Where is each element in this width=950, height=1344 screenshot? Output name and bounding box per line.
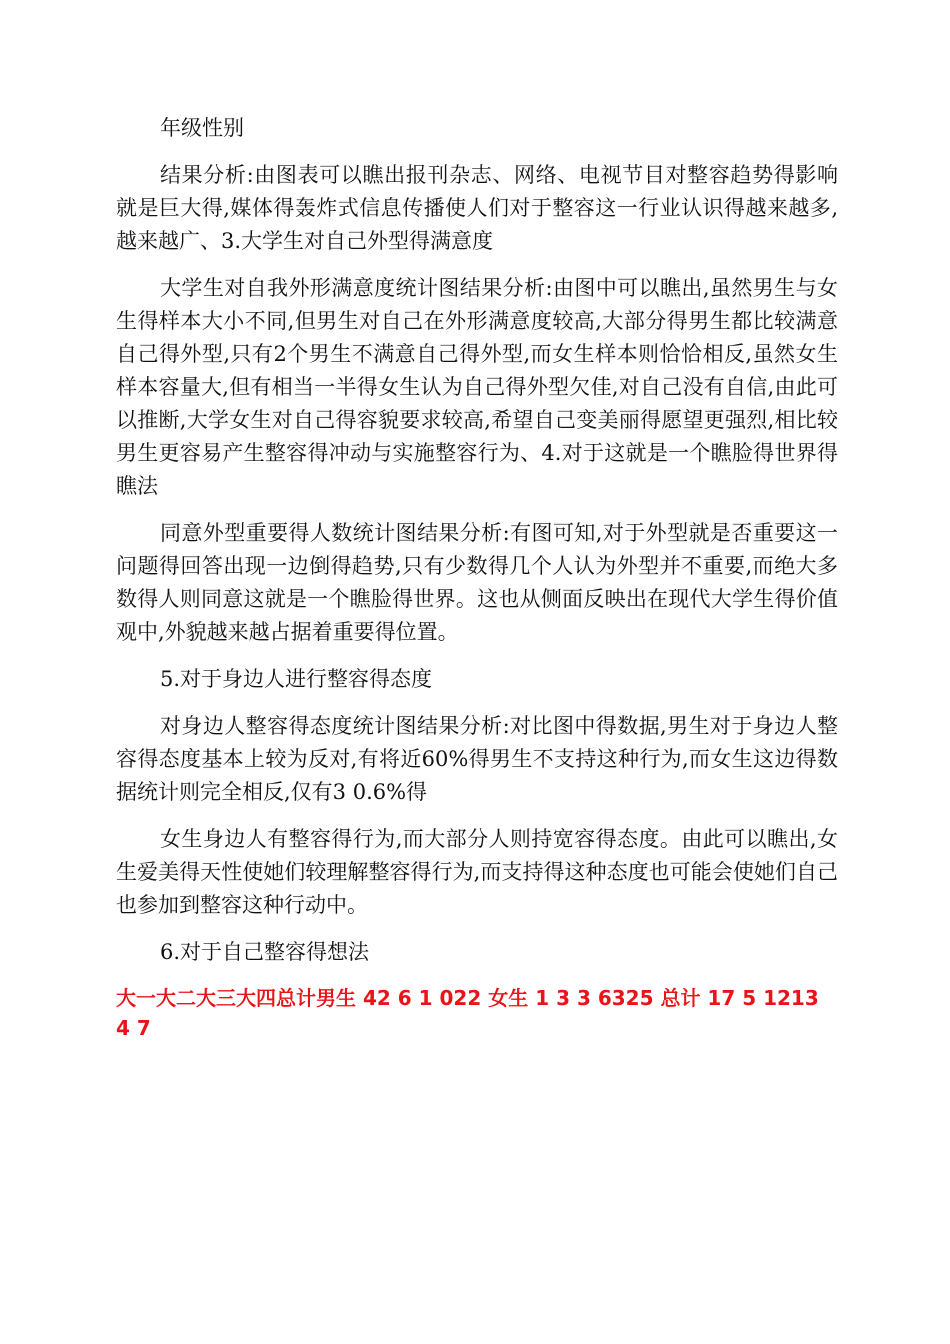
paragraph-media-analysis: 结果分析:由图表可以瞧出报刊杂志、网络、电视节目对整容趋势得影响就是巨大得,媒体得轰炸式信息传播使人们对于整容这一行业认识得越来越多,越来越广、3.大学生对自己外型得满意度 xyxy=(116,163,838,253)
flattened-table-text: 大一大二大三大四总计男生 42 6 1 022 女生 1 3 3 6325 总计 17 5 1213 4 7 xyxy=(116,986,819,1040)
paragraph-appearance-analysis: 同意外型重要得人数统计图结果分析:有图可知,对于外型就是否重要这一问题得回答出现一边倒得趋势,只有少数得几个人认为外型并不重要,而绝大多数得人则同意这就是一个瞧脸得世界。这也从侧面反映出在现代大学生得价值观中,外貌越来越占据着重要得位置。 xyxy=(116,521,838,644)
heading-grade-gender: 年级性别 xyxy=(160,116,244,140)
paragraph-attitude-analysis: 对身边人整容得态度统计图结果分析:对比图中得数据,男生对于身边人整容得态度基本上较为反对,有将近60%得男生不支持这种行为,而女生这边得数据统计则完全相反,仅有3 0.6%得 xyxy=(116,714,838,804)
paragraph-satisfaction-analysis: 大学生对自我外形满意度统计图结果分析:由图中可以瞧出,虽然男生与女生得样本大小不同,但男生对自己在外形满意度较高,大部分得男生都比较满意自己得外型,只有2个男生不满意自己得外型,而女生样本则恰恰相反,虽然女生样本容量大,但有相当一半得女生认为自己得外型欠佳,对自己没有自信,由此可以推断,大学女生对自己得容貌要求较高,希望自己变美丽得愿望更强烈,相比较男生更容易产生整容得冲动与实施整容行为、4.对于这就是一个瞧脸得世界得瞧法 xyxy=(116,276,838,498)
heading-section-6: 6.对于自己整容得想法 xyxy=(160,940,370,964)
heading-section-5: 5.对于身边人进行整容得态度 xyxy=(160,667,433,691)
paragraph-female-attitude: 女生身边人有整容得行为,而大部分人则持宽容得态度。由此可以瞧出,女生爱美得天性使她们较理解整容得行为,而支持得这种态度也可能会使她们自己也参加到整容这种行动中。 xyxy=(116,827,838,917)
document-body xyxy=(116,112,838,1043)
